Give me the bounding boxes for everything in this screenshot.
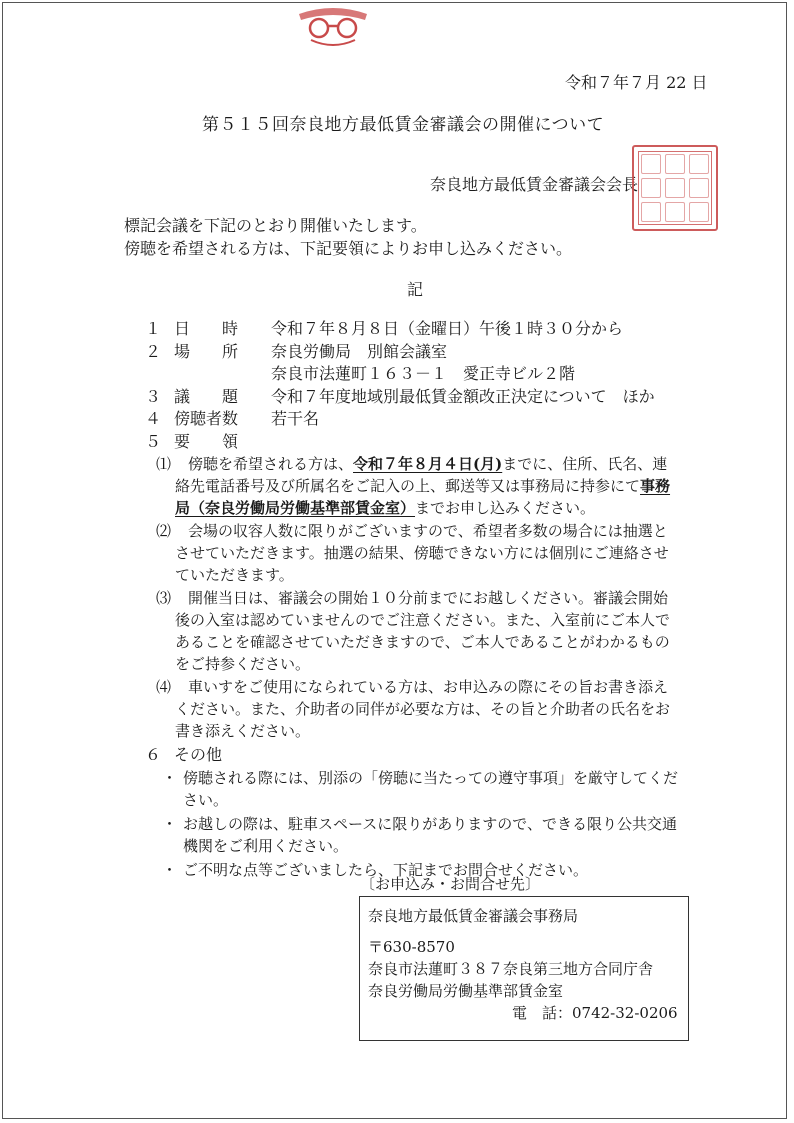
- item-place-value: 奈良労働局 別館会議室: [271, 342, 448, 361]
- item-agenda-value: 令和７年度地域別最低賃金額改正決定について ほか: [271, 387, 655, 406]
- guide-1-line-2: [175, 476, 670, 496]
- guide-2-number: ⑵: [156, 522, 172, 540]
- guide-1-line-1: [188, 454, 667, 474]
- guide-3-line-4: をご持参ください。: [175, 655, 311, 673]
- contact-address: 奈良市法蓮町３８７奈良第三地方合同庁舎: [368, 960, 654, 978]
- guide-4-number: ⑷: [156, 678, 172, 696]
- item-place-label: 場 所: [174, 342, 239, 361]
- guide-1-deadline: 令和７年８月４日(月): [353, 455, 503, 473]
- guide-1-line-1-pre: 傍聴を希望される方は、: [188, 455, 354, 473]
- guide-1-destination: 局（奈良労働局労働基準部賃金室）: [175, 499, 416, 517]
- intro-line-2: 傍聴を希望される方は、下記要領によりお申し込みください。: [124, 239, 573, 258]
- guide-4-line-3: 書き添えください。: [175, 722, 311, 740]
- sender-name: 奈良地方最低賃金審議会会長: [430, 175, 639, 194]
- guide-3-number: ⑶: [156, 589, 172, 607]
- guide-4-line-1: 車いすをご使用になられている方は、お申込みの際にその旨お書き添え: [188, 678, 669, 696]
- other-2-line-2: 機関をご利用ください。: [183, 837, 349, 855]
- item-guide-label: 要 領: [174, 432, 239, 451]
- guide-2-line-2: させていただきます。抽選の結果、傍聴できない方には個別にご連絡させ: [175, 544, 669, 562]
- contact-phone: 電 話：0742-32-0206: [512, 1004, 678, 1022]
- guide-1-line-1-post: までに、住所、氏名、連: [502, 455, 668, 473]
- item-agenda-label: 議 題: [174, 387, 239, 406]
- guide-4-line-2: ください。また、介助者の同伴が必要な方は、その旨と介助者の氏名をお: [175, 700, 671, 718]
- guide-1-number: ⑴: [156, 455, 172, 473]
- guide-3-line-3: あることを確認させていただきますので、ご本人であることがわかるもの: [175, 633, 670, 651]
- item-date-value: 令和７年８月８日（金曜日）午後１時３０分から: [271, 319, 624, 338]
- item-audience-number: ４: [145, 409, 162, 428]
- item-place-number: ２: [145, 342, 162, 361]
- item-other-label: その他: [174, 745, 223, 764]
- official-seal-stamp: [632, 145, 718, 231]
- item-audience-label: 傍聴者数: [174, 409, 239, 428]
- contact-office: 奈良労働局労働基準部賃金室: [368, 982, 564, 1000]
- guide-2-line-1: 会場の収容人数に限りがございますので、希望者多数の場合には抽選と: [188, 522, 668, 540]
- intro-line-1: 標記会議を下記のとおり開催いたします。: [124, 216, 427, 235]
- item-place-address: 奈良市法蓮町１６３－１ 愛正寺ビル２階: [271, 364, 576, 383]
- document-date: 令和７年７月 22 日: [565, 73, 708, 92]
- guide-3-line-2: 後の入室は認めていませんのでご注意ください。また、入室前にご本人で: [175, 611, 671, 629]
- ki-heading: 記: [407, 280, 424, 299]
- other-bullet-2: ・: [162, 815, 178, 833]
- other-bullet-1: ・: [162, 769, 178, 787]
- contact-zip: 〒630-8570: [368, 938, 455, 956]
- item-audience-value: 若干名: [271, 409, 320, 428]
- contact-heading: 〔お申込み・お問合せ先〕: [360, 875, 541, 893]
- other-2-line-1: お越しの際は、駐車スペースに限りがありますので、できる限り公共交通: [183, 815, 677, 833]
- contact-org: 奈良地方最低賃金審議会事務局: [368, 907, 579, 925]
- item-agenda-number: ３: [145, 387, 162, 406]
- guide-1-line-2-pre: 絡先電話番号及び所属名をご記入の上、郵送等又は事務局に持参にて: [175, 477, 641, 495]
- other-1-line-1: 傍聴される際には、別添の「傍聴に当たっての遵守事項」を厳守してくだ: [183, 769, 679, 787]
- document-title: 第５１５回奈良地方最低賃金審議会の開催について: [202, 115, 605, 135]
- other-1-line-2: さい。: [183, 791, 229, 809]
- item-date-label: 日 時: [174, 319, 239, 338]
- item-date-number: １: [145, 319, 162, 338]
- item-other-number: ６: [145, 745, 162, 764]
- other-3-line-1: ご不明な点等ございましたら、下記までお問合せください。: [183, 861, 589, 879]
- guide-1-line-3: [175, 498, 595, 518]
- guide-3-line-1: 開催当日は、審議会の開始１０分前までにお越しください。審議会開始: [188, 589, 669, 607]
- other-bullet-3: ・: [162, 861, 178, 879]
- item-guide-number: ５: [145, 432, 162, 451]
- top-seal-stamp: [293, 4, 373, 50]
- guide-1-destination-start: 事務: [640, 477, 671, 495]
- guide-1-line-3-post: までお申し込みください。: [415, 499, 596, 517]
- guide-2-line-3: ていただきます。: [175, 566, 294, 584]
